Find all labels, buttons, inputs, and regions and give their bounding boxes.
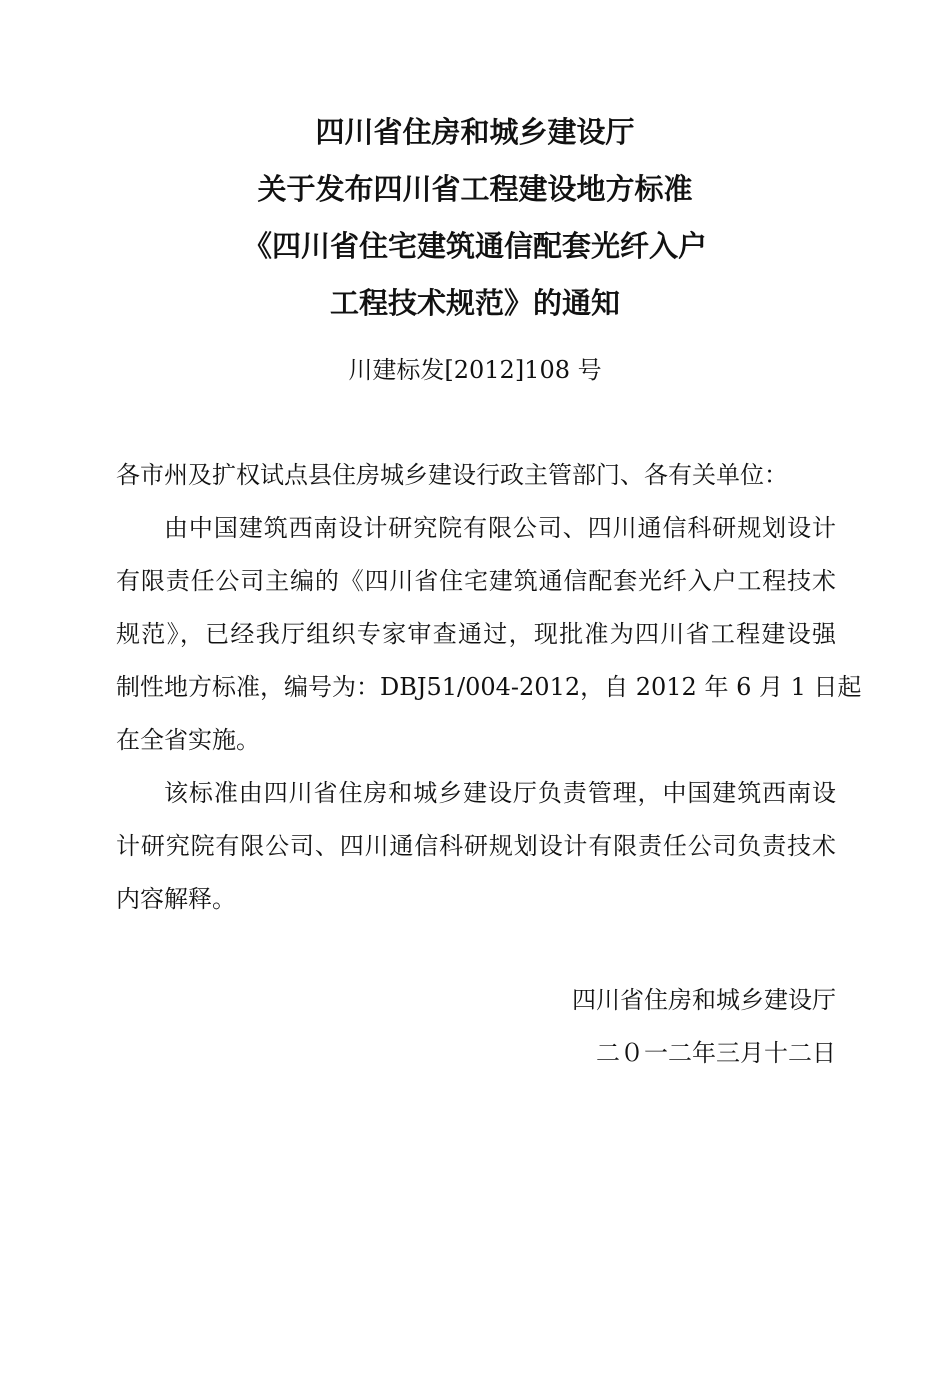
issuer-name: 四川省住房和城乡建设厅 <box>572 986 836 1014</box>
paragraph-line: 计研究院有限公司、四川通信科研规划设计有限责任公司负责技术 <box>116 832 836 860</box>
title-line: 工程技术规范》的通知 <box>329 286 620 320</box>
title-line: 四川省住房和城乡建设厅 <box>315 115 635 149</box>
title-line: 关于发布四川省工程建设地方标准 <box>257 172 693 206</box>
paragraph-line: 内容解释。 <box>116 885 236 913</box>
issue-date: 二０一二年三月十二日 <box>596 1039 836 1067</box>
paragraph-approval <box>116 502 862 767</box>
document-number: 川建标发[2012]108 号 <box>348 356 602 384</box>
paragraph-line: 规范》，已经我厅组织专家审查通过，现批准为四川省工程建设强 <box>116 620 836 648</box>
title-line: 《四川省住宅建筑通信配套光纤入户 <box>242 229 707 263</box>
paragraph-line: 有限责任公司主编的《四川省住宅建筑通信配套光纤入户工程技术 <box>116 567 836 595</box>
document-title <box>0 104 950 332</box>
paragraph-management <box>116 767 836 926</box>
paragraph-line: 由中国建筑西南设计研究院有限公司、四川通信科研规划设计 <box>164 514 836 542</box>
paragraph-line: 在全省实施。 <box>116 726 260 754</box>
addressee-line: 各市州及扩权试点县住房城乡建设行政主管部门、各有关单位： <box>116 461 788 489</box>
signature-block <box>116 974 836 1080</box>
paragraph-line: 制性地方标准，编号为：DBJ51/004-2012，自 2012 年 6 月 1 日起 <box>116 673 862 701</box>
document-body <box>116 449 862 926</box>
paragraph-line: 该标准由四川省住房和城乡建设厅负责管理，中国建筑西南设 <box>164 779 836 807</box>
